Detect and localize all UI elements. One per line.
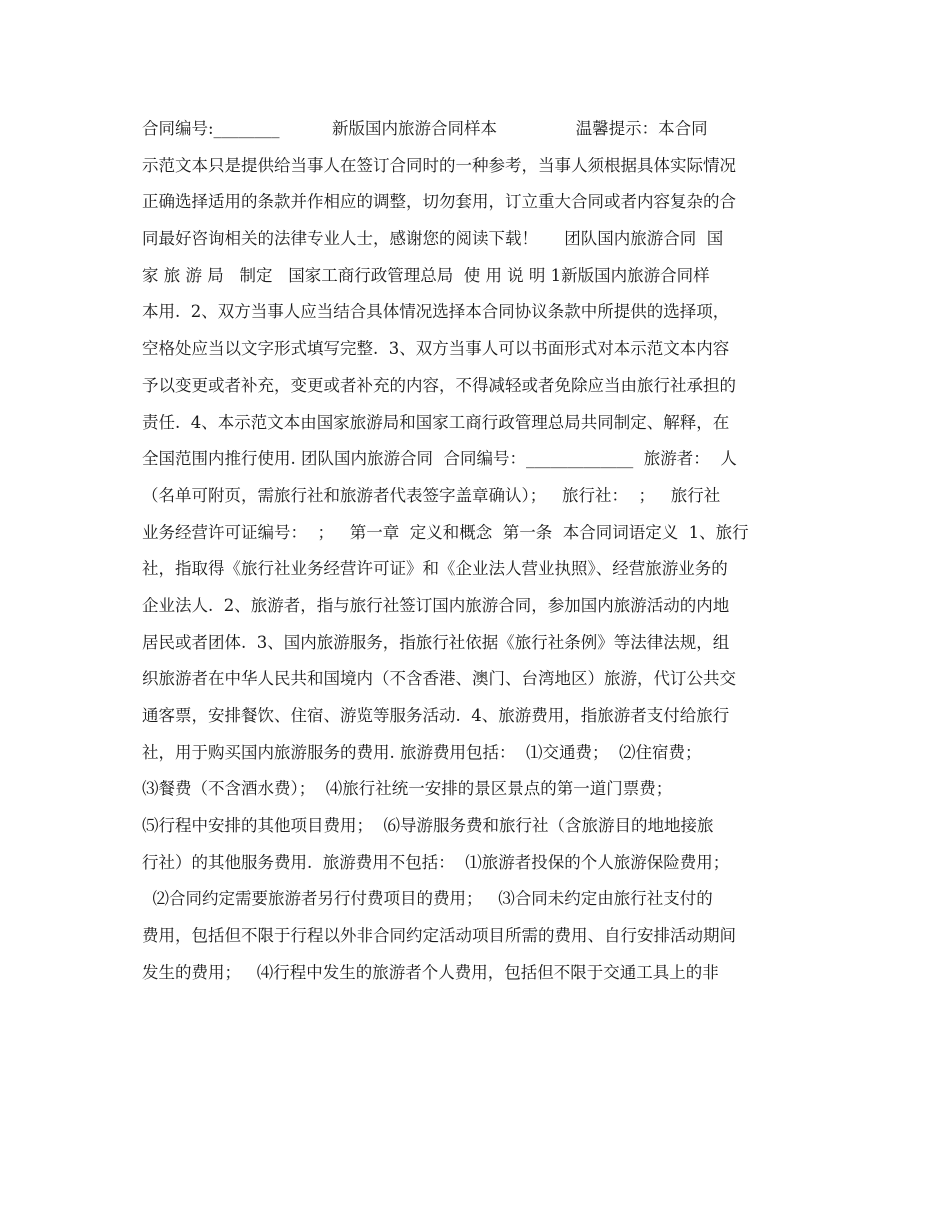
text-line: 全国范围内推行使用. 团队国内旅游合同 合同编号：_____________ 旅游者： 人 xyxy=(142,449,737,469)
text-line: 合同编号:________ 新版国内旅游合同样本 温馨提示：本合同 xyxy=(142,119,708,138)
text-line: 行社）的其他服务费用. 旅游费用不包括： ⑴旅游者投保的个人旅游保险费用； xyxy=(142,852,730,872)
text-line: 社，指取得《旅行社业务经营许可证》和《企业法人营业执照》、经营旅游业务的 xyxy=(142,559,728,579)
text-line: 发生的费用； ⑷行程中发生的旅游者个人费用，包括但不限于交通工具上的非 xyxy=(142,962,719,982)
text-line: 织旅游者在中华人民共和国境内（不含香港、澳门、台湾地区）旅游，代订公共交 xyxy=(142,669,736,689)
text-line: 空格处应当以文字形式填写完整. 3、双方当事人可以书面形式对本示范文本内容 xyxy=(142,339,730,359)
text-line: 企业法人. 2、旅游者，指与旅行社签订国内旅游合同，参加国内旅游活动的内地 xyxy=(142,595,730,615)
text-line: 同最好咨询相关的法律专业人士，感谢您的阅读下载！ 团队国内旅游合同 国 xyxy=(142,229,724,249)
text-line: 费用，包括但不限于行程以外非合同约定活动项目所需的费用、自行安排活动期间 xyxy=(142,926,736,946)
text-line: 责任. 4、本示范文本由国家旅游局和国家工商行政管理总局共同制定、解释，在 xyxy=(142,412,730,432)
contract-body-text xyxy=(142,111,822,992)
text-line: ⑸行程中安排的其他项目费用； ⑹导游服务费和旅行社（含旅游目的地地接旅 xyxy=(142,816,714,836)
text-line: 本用. 2、双方当事人应当结合具体情况选择本合同协议条款中所提供的选择项， xyxy=(142,302,730,322)
text-line: 居民或者团体. 3、国内旅游服务，指旅行社依据《旅行社条例》等法律法规，组 xyxy=(142,632,730,652)
text-line: （名单可附页，需旅行社和旅游者代表签字盖章确认）； 旅行社： ； 旅行社 xyxy=(142,485,721,505)
text-line: 予以变更或者补充，变更或者补充的内容，不得减轻或者免除应当由旅行社承担的 xyxy=(142,375,736,395)
text-line: 通客票，安排餐饮、住宿、游览等服务活动. 4、旅游费用，指旅游者支付给旅行 xyxy=(142,706,730,725)
text-line: 正确选择适用的条款并作相应的调整，切勿套用，订立重大合同或者内容复杂的合 xyxy=(142,192,736,212)
text-line: ⑶餐费（不含酒水费）； ⑷旅行社统一安排的景区景点的第一道门票费； xyxy=(142,779,673,799)
text-line: ⑵合同约定需要旅游者另行付费项目的费用； ⑶合同未约定由旅行社支付的 xyxy=(142,889,713,909)
text-line: 家 旅 游 局 制定 国家工商行政管理总局 使 用 说 明 1新版国内旅游合同样 xyxy=(142,265,710,285)
text-line: 业务经营许可证编号： ； 第一章 定义和概念 第一条 本合同词语定义 1、旅行 xyxy=(142,522,749,542)
text-line: 社，用于购买国内旅游服务的费用. 旅游费用包括： ⑴交通费； ⑵住宿费； xyxy=(142,742,702,762)
text-line: 示范文本只是提供给当事人在签订合同时的一种参考，当事人须根据具体实际情况 xyxy=(142,155,736,175)
